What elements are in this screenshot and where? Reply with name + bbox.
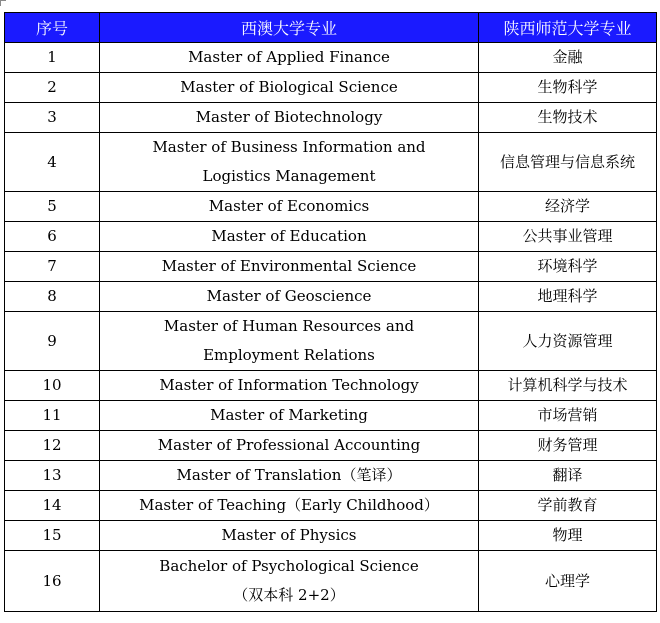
wsu-major-line: Master of Human Resources and <box>163 317 415 335</box>
wsu-major-line: Master of Applied Finance <box>188 48 390 66</box>
cell-index: 6 <box>5 222 100 252</box>
wsu-major-line: Master of Biotechnology <box>195 108 383 126</box>
wsu-major-line: （双本科 2+2） <box>233 586 345 604</box>
table-row <box>5 491 657 521</box>
cell-index: 5 <box>5 192 100 222</box>
cell-snnu-major: 计算机科学与技术 <box>479 371 657 401</box>
cell-snnu-major: 人力资源管理 <box>479 312 657 371</box>
cell-wsu-major <box>100 43 479 73</box>
table-row <box>5 192 657 222</box>
cell-index: 9 <box>5 312 100 371</box>
wsu-major-line: Master of Professional Accounting <box>157 436 421 454</box>
wsu-major-line: Master of Translation（笔译） <box>176 466 402 484</box>
table-row <box>5 551 657 612</box>
document-corner-mark <box>0 0 6 6</box>
cell-snnu-major: 信息管理与信息系统 <box>479 133 657 192</box>
cell-index: 10 <box>5 371 100 401</box>
cell-index: 13 <box>5 461 100 491</box>
table-row <box>5 431 657 461</box>
cell-snnu-major: 环境科学 <box>479 252 657 282</box>
wsu-major-line: Master of Economics <box>208 197 370 215</box>
cell-wsu-major <box>100 103 479 133</box>
cell-snnu-major: 物理 <box>479 521 657 551</box>
cell-snnu-major: 金融 <box>479 43 657 73</box>
wsu-major-line: Master of Environmental Science <box>161 257 417 275</box>
header-index: 序号 <box>5 13 100 43</box>
cell-wsu-major <box>100 431 479 461</box>
cell-wsu-major <box>100 401 479 431</box>
table-row <box>5 133 657 192</box>
header-snnu-major: 陕西师范大学专业 <box>479 13 657 43</box>
table-row <box>5 103 657 133</box>
table-row <box>5 43 657 73</box>
cell-index: 11 <box>5 401 100 431</box>
wsu-major-line: Master of Business Information and <box>152 138 426 156</box>
cell-index: 15 <box>5 521 100 551</box>
wsu-major-line: Employment Relations <box>203 346 375 364</box>
cell-wsu-major <box>100 222 479 252</box>
table-row <box>5 401 657 431</box>
table-row <box>5 371 657 401</box>
major-comparison-table <box>4 12 657 612</box>
wsu-major-line: Master of Physics <box>221 526 357 544</box>
table-header-row <box>5 13 657 43</box>
cell-wsu-major <box>100 371 479 401</box>
wsu-major-line: Master of Biological Science <box>180 78 398 96</box>
cell-index: 1 <box>5 43 100 73</box>
wsu-major-line: Bachelor of Psychological Science <box>159 557 419 575</box>
table-row <box>5 461 657 491</box>
cell-wsu-major <box>100 73 479 103</box>
table-row <box>5 312 657 371</box>
wsu-major-line: Master of Marketing <box>210 406 368 424</box>
cell-snnu-major: 地理科学 <box>479 282 657 312</box>
table-row <box>5 282 657 312</box>
wsu-major-line: Logistics Management <box>202 167 376 185</box>
cell-index: 4 <box>5 133 100 192</box>
cell-snnu-major: 生物技术 <box>479 103 657 133</box>
wsu-major-line: Master of Teaching（Early Childhood） <box>139 496 439 514</box>
cell-wsu-major <box>100 491 479 521</box>
cell-index: 2 <box>5 73 100 103</box>
table-row <box>5 73 657 103</box>
cell-wsu-major <box>100 312 479 371</box>
cell-index: 12 <box>5 431 100 461</box>
wsu-major-line: Master of Geoscience <box>206 287 372 305</box>
cell-wsu-major <box>100 521 479 551</box>
cell-wsu-major <box>100 551 479 612</box>
cell-snnu-major: 心理学 <box>479 551 657 612</box>
wsu-major-line: Master of Information Technology <box>159 376 419 394</box>
cell-snnu-major: 学前教育 <box>479 491 657 521</box>
cell-snnu-major: 市场营销 <box>479 401 657 431</box>
cell-snnu-major: 经济学 <box>479 192 657 222</box>
cell-wsu-major <box>100 133 479 192</box>
header-wsu-major: 西澳大学专业 <box>100 13 479 43</box>
cell-wsu-major <box>100 252 479 282</box>
cell-snnu-major: 公共事业管理 <box>479 222 657 252</box>
cell-snnu-major: 翻译 <box>479 461 657 491</box>
table-row <box>5 222 657 252</box>
cell-index: 7 <box>5 252 100 282</box>
cell-index: 8 <box>5 282 100 312</box>
cell-snnu-major: 财务管理 <box>479 431 657 461</box>
cell-index: 14 <box>5 491 100 521</box>
cell-index: 3 <box>5 103 100 133</box>
cell-wsu-major <box>100 461 479 491</box>
table-row <box>5 252 657 282</box>
cell-wsu-major <box>100 192 479 222</box>
table-row <box>5 521 657 551</box>
wsu-major-line: Master of Education <box>211 227 367 245</box>
cell-wsu-major <box>100 282 479 312</box>
cell-snnu-major: 生物科学 <box>479 73 657 103</box>
cell-index: 16 <box>5 551 100 612</box>
